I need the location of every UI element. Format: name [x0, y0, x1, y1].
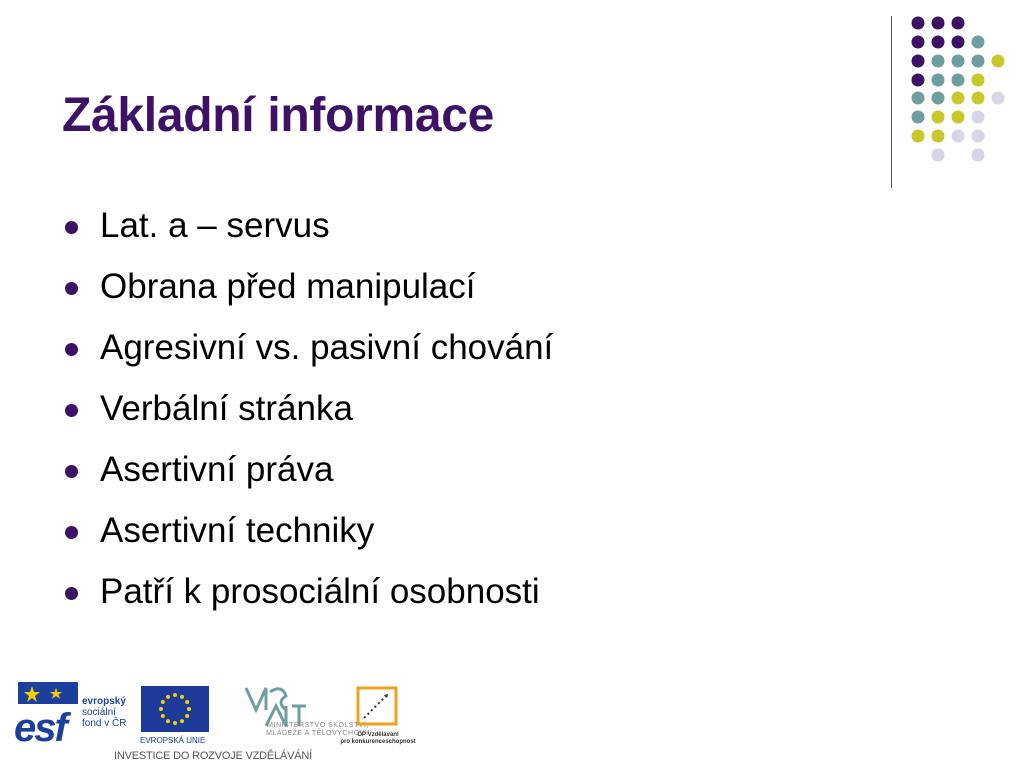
decorative-dot — [992, 92, 1005, 105]
decorative-dot — [972, 36, 985, 49]
eu-star-icon — [187, 707, 191, 711]
decorative-divider-line — [891, 16, 892, 188]
decorative-dot — [912, 92, 925, 105]
bullet-dot-icon — [65, 465, 78, 478]
decorative-dot — [972, 130, 985, 143]
decorative-dot — [932, 55, 945, 68]
bullet-item: Asertivní práva — [62, 448, 553, 509]
bullet-dot-icon — [65, 343, 78, 356]
decorative-dot — [992, 55, 1005, 68]
eu-star-icon — [180, 719, 184, 723]
decorative-dot — [972, 74, 985, 87]
decorative-dot — [952, 92, 965, 105]
decorative-dot — [912, 130, 925, 143]
decorative-dot — [972, 55, 985, 68]
esf-caption: evropský sociální fond v ČR — [82, 696, 127, 729]
decorative-dot — [972, 92, 985, 105]
decorative-dot — [912, 17, 925, 30]
decorative-dot — [912, 55, 925, 68]
decorative-dot — [912, 111, 925, 124]
msmt-label: MINISTERSTVO ŠKOLSTVÍ, MLÁDEŽE A TĚLOVÝCHOVY — [266, 722, 370, 737]
op-label: OP Vzdělávání pro konkurenceschopnost — [340, 732, 416, 745]
eu-label: EVROPSKÁ UNIE — [140, 736, 206, 745]
eu-star-icon — [173, 693, 177, 697]
eu-star-icon — [173, 721, 177, 725]
eu-star-icon — [180, 695, 184, 699]
bullet-item: Agresivní vs. pasivní chování — [62, 326, 553, 387]
bullet-list — [62, 204, 553, 631]
eu-flag-icon — [141, 686, 209, 732]
decorative-dot — [952, 111, 965, 124]
esf-logo-text: esf — [14, 706, 66, 750]
decorative-dot — [912, 36, 925, 49]
bullet-item: Asertivní techniky — [62, 509, 553, 570]
decorative-dot — [952, 17, 965, 30]
eu-star-icon — [185, 700, 189, 704]
decorative-dot — [932, 17, 945, 30]
decorative-dot — [932, 149, 945, 162]
eu-star-icon — [166, 719, 170, 723]
decorative-dot — [932, 74, 945, 87]
decorative-dot — [932, 92, 945, 105]
op-logo-icon — [354, 684, 400, 728]
bullet-dot-icon — [65, 221, 78, 234]
decorative-dot — [952, 130, 965, 143]
investice-tagline: INVESTICE DO ROZVOJE VZDĚLÁVÁNÍ — [114, 750, 312, 762]
bullet-dot-icon — [65, 526, 78, 539]
decorative-dot — [932, 111, 945, 124]
bullet-item: Verbální stránka — [62, 387, 553, 448]
slide-title: Základní informace — [62, 89, 495, 142]
bullet-dot-icon — [65, 282, 78, 295]
bullet-item: Patří k prosociální osobnosti — [62, 570, 553, 631]
bullet-item: Lat. a – servus — [62, 204, 553, 265]
eu-star-icon — [185, 714, 189, 718]
eu-star-icon — [161, 700, 165, 704]
eu-star-icon — [161, 714, 165, 718]
bullet-item: Obrana před manipulací — [62, 265, 553, 326]
decorative-dot — [932, 36, 945, 49]
decorative-dot — [912, 74, 925, 87]
eu-star-icon — [159, 707, 163, 711]
decorative-dot — [932, 130, 945, 143]
bullet-dot-icon — [65, 404, 78, 417]
eu-star-icon — [166, 695, 170, 699]
decorative-dot — [952, 55, 965, 68]
decorative-dot — [972, 149, 985, 162]
decorative-dot — [972, 111, 985, 124]
decorative-dot — [952, 74, 965, 87]
footer-logo-strip — [14, 678, 418, 764]
decorative-dot — [952, 36, 965, 49]
bullet-dot-icon — [65, 587, 78, 600]
